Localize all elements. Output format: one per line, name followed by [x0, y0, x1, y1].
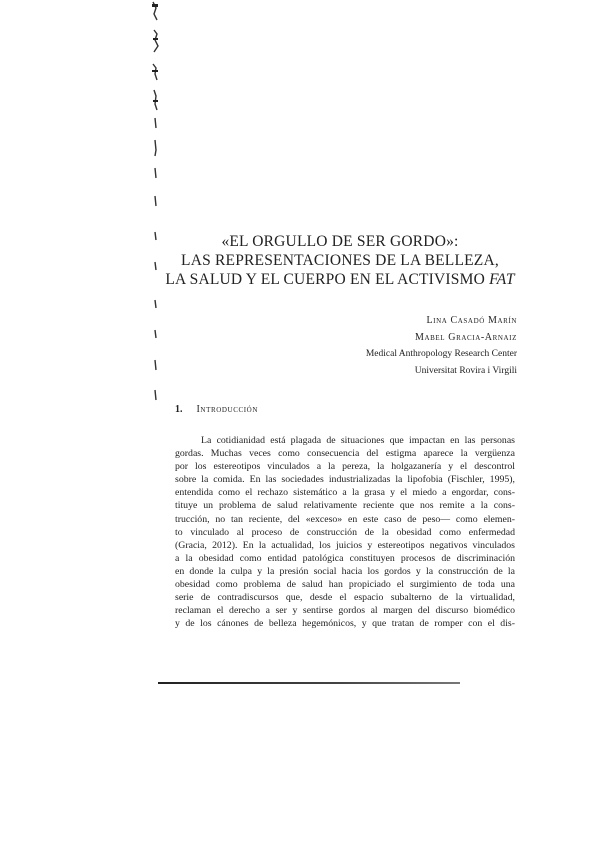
title-line-2: LAS REPRESENTACIONES DE LA BELLEZA,: [181, 252, 499, 269]
author-block: [366, 312, 517, 380]
body-line: (Gracia, 2012). En la actualidad, los juicios y estereotipos negativos vinculados: [175, 539, 515, 551]
body-line: entendida como el rechazo sistemático a la grasa y el miedo a engordar, cons-: [175, 487, 515, 499]
body-line: tituye un problema de salud relativamente reciente que nos remite a la cons-: [175, 500, 515, 512]
affiliation-line-1: Medical Anthropology Research Center: [365, 349, 517, 359]
body-line: gordas. Muchas veces como consecuencia del estigma aparece la vergüenza: [175, 448, 515, 460]
affiliation-line-2: Universitat Rovira i Virgili: [414, 366, 517, 376]
title-line-3-italic: FAT: [489, 271, 515, 288]
body-line: trucción, no tan reciente, del «exceso» en este caso de peso— como elemen-: [175, 513, 515, 525]
author-name: Mabel Gracia-Arnaiz: [414, 332, 517, 343]
section-title: Introducción: [196, 404, 258, 415]
body-line: reclaman el derecho a ser y sentirse gordos al margen del discurso biomédico: [175, 605, 515, 617]
body-line: y de los cánones de belleza hegemónicos, y que tratan de romper con el dis-: [175, 618, 515, 630]
footnote-separator-rule: [158, 682, 460, 684]
body-line: a la obesidad como entidad patológica constituyen procesos de discriminación: [175, 552, 515, 564]
body-line: sobre la comida. En las sociedades industrializadas la lipofobia (Fischler, 1995),: [175, 474, 515, 486]
author-name: Lina Casadó Marín: [426, 315, 517, 326]
body-line: to vinculado al proceso de construcción de la obesidad como enfermedad: [175, 526, 515, 538]
title-line-3: [150, 270, 530, 289]
title-line-3-main: LA SALUD Y EL CUERPO EN EL ACTIVISMO: [165, 271, 490, 288]
title-line-1: «EL ORGULLO DE SER GORDO»:: [221, 233, 459, 250]
scan-binding-edge: [150, 0, 164, 420]
body-line: obesidad como problema de salud han propiciado el surgimiento de toda una: [175, 579, 515, 591]
body-line: La cotidianidad está plagada de situaciones que impactan en las personas: [201, 435, 515, 446]
body-line: serie de contradiscursos que, desde el espacio subalterno de la virtualidad,: [175, 592, 515, 604]
body-line: en donde la culpa y la presión social hacia los gordos y la construcción de la: [175, 565, 515, 577]
body-paragraph: [175, 434, 515, 630]
body-line: por los estereotipos vinculados a la pereza, la holgazanería y el descontrol: [175, 461, 515, 473]
paper-title: [150, 232, 530, 289]
section-heading: [175, 404, 258, 415]
section-number: 1.: [175, 404, 183, 415]
